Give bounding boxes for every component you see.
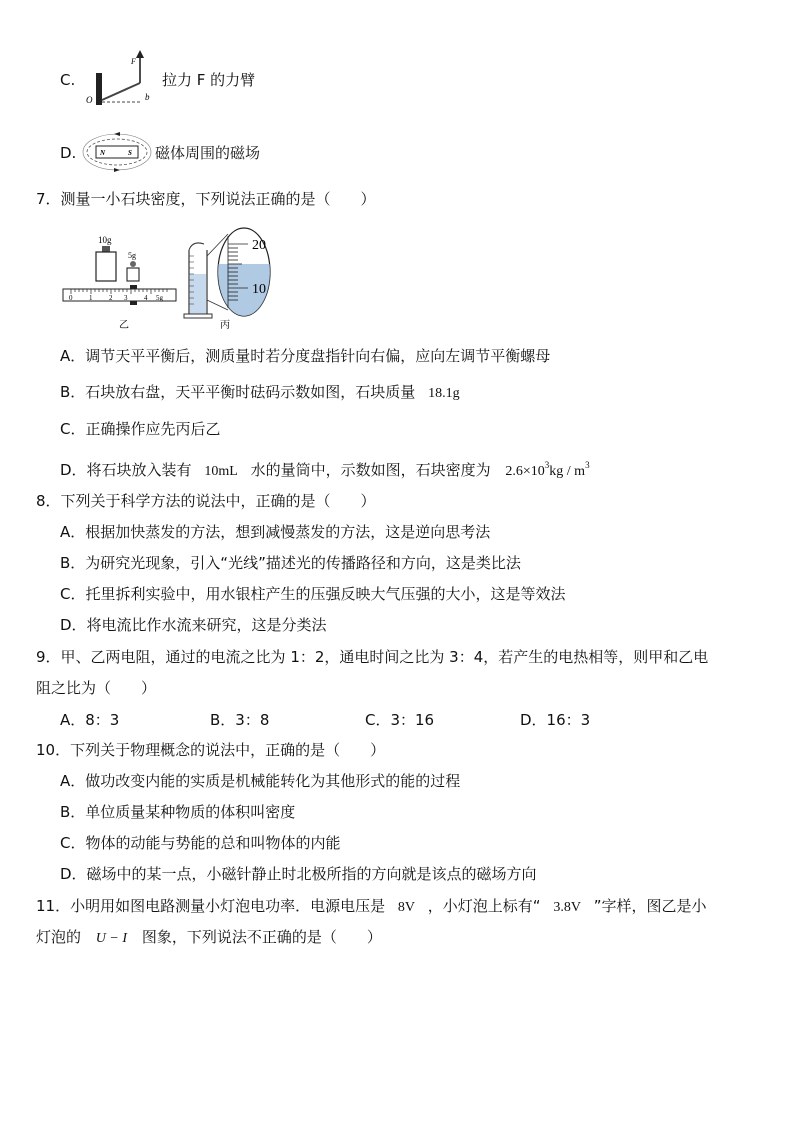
q10-stem: 10．下列关于物理概念的说法中，正确的是（ ） — [36, 741, 386, 759]
q11-ui-label: U − I — [95, 931, 128, 946]
cylinder-mark-10: 10 — [252, 282, 266, 297]
option-c-text: 拉力 F 的力臂 — [162, 71, 256, 89]
scale-tick-label: 3 — [124, 294, 128, 302]
q8-option-c: C．托里拆利实验中，用水银柱产生的压强反映大气压强的大小，这是等效法 — [60, 585, 566, 603]
q7-option-a: A．调节天平平衡后，测质量时若分度盘指针向右偏，应向左调节平衡螺母 — [60, 347, 551, 365]
field-arrow-icon — [114, 132, 120, 136]
option-d-letter: D. — [60, 144, 77, 162]
q8-option-b: B．为研究光现象，引入“光线”描述光的传播路径和方向，这是类比法 — [60, 554, 521, 572]
q9-stem-line1: 9．甲、乙两电阻，通过的电流之比为 1：2，通电时间之比为 3：4，若产生的电热相等，则甲和乙电 — [36, 648, 709, 666]
q9-option-b: B．3：8 — [210, 711, 270, 729]
cylinder-base — [184, 314, 212, 318]
cylinder-lip — [189, 243, 204, 250]
figure-label-yi: 乙 — [119, 320, 129, 331]
magnet-s-label: S — [128, 149, 132, 157]
scale-tick-label: 0 — [69, 294, 73, 302]
weight-10g-knob — [102, 246, 110, 252]
q7-option-c: C．正确操作应先丙后乙 — [60, 420, 221, 438]
q11-stem-part: 11．小明用如图电路测量小灯泡电功率．电源电压是 — [36, 897, 386, 915]
q10-option-b: B．单位质量某种物质的体积叫密度 — [60, 803, 296, 821]
weight-5g-knob — [130, 261, 136, 267]
option-d-text: 磁体周围的磁场 — [155, 144, 261, 162]
q11-stem-line2 — [36, 927, 382, 949]
scale-tick-label: 1 — [89, 294, 93, 302]
figure-label-bing: 丙 — [220, 320, 230, 331]
force-label: F — [131, 57, 136, 66]
q11-stem-part: ”字样，图乙是小 — [593, 897, 707, 915]
q10-option-c: C．物体的动能与势能的总和叫物体的内能 — [60, 834, 341, 852]
lever-arm — [102, 83, 140, 100]
q7-stem: 7．测量一小石块密度，下列说法正确的是（ ） — [36, 190, 376, 208]
force-arrow-icon — [136, 50, 144, 58]
q7-option-b-value: 18.1g — [428, 386, 460, 401]
rider-base — [130, 301, 137, 305]
magnet-n-label: N — [100, 149, 106, 157]
q11-stem-part: 图象，下列说法不正确的是（ ） — [141, 928, 382, 946]
pivot-label: O — [86, 95, 93, 105]
q7-option-d-mid: 水的量筒中，示数如图，石块密度为 — [250, 461, 491, 479]
q8-option-a: A．根据加快蒸发的方法，想到减慢蒸发的方法，这是逆向思考法 — [60, 523, 491, 541]
scale-tick-label: 2 — [109, 294, 113, 302]
q11-rated-voltage: 3.8V — [553, 900, 581, 915]
magnet-field-figure — [82, 132, 152, 174]
q11-stem-line1 — [36, 896, 707, 918]
weight-10g — [96, 252, 116, 281]
cylinder-mark-20: 20 — [252, 238, 266, 253]
q7-option-d-volume: 10mL — [204, 464, 238, 479]
q8-option-d: D．将电流比作水流来研究，这是分类法 — [60, 616, 327, 634]
scale-tick-label: 5g — [156, 294, 163, 302]
lever-wall — [96, 73, 102, 105]
lever-figure — [82, 50, 157, 110]
weight-5g-label: 5g — [128, 251, 136, 260]
q10-option-d: D．磁场中的某一点，小磁针静止时北极所指的方向就是该点的磁场方向 — [60, 865, 537, 883]
q9-stem-line2: 阻之比为（ ） — [36, 679, 157, 697]
q7-figure — [58, 222, 278, 334]
q9-option-a: A．8：3 — [60, 711, 120, 729]
q7-option-d-pre: D．将石块放入装有 — [60, 461, 192, 479]
q9-option-c: C．3：16 — [365, 711, 435, 729]
weight-5g — [127, 268, 139, 281]
q9-option-d: D．16：3 — [520, 711, 591, 729]
q11-stem-part: ，小灯泡上标有“ — [427, 897, 541, 915]
q8-stem: 8．下列关于科学方法的说法中，正确的是（ ） — [36, 492, 376, 510]
q11-stem-part: 灯泡的 — [36, 928, 82, 946]
q7-option-b — [60, 382, 460, 404]
rider — [130, 285, 137, 289]
scale-tick-label: 4 — [144, 294, 148, 302]
field-arrow-icon — [114, 168, 120, 172]
option-c-letter: C. — [60, 71, 76, 89]
q11-voltage: 8V — [397, 900, 415, 915]
arm-label: b — [145, 92, 150, 102]
q7-option-b-text: B．石块放右盘，天平平衡时砝码示数如图，石块质量 — [60, 383, 416, 401]
q7-option-d-density: $2.6\times 10^3kg / m^3$ — [505, 460, 590, 479]
weight-10g-label: 10g — [98, 235, 112, 245]
q10-option-a: A．做功改变内能的实质是机械能转化为其他形式的能的过程 — [60, 772, 461, 790]
q7-option-d — [60, 455, 590, 482]
